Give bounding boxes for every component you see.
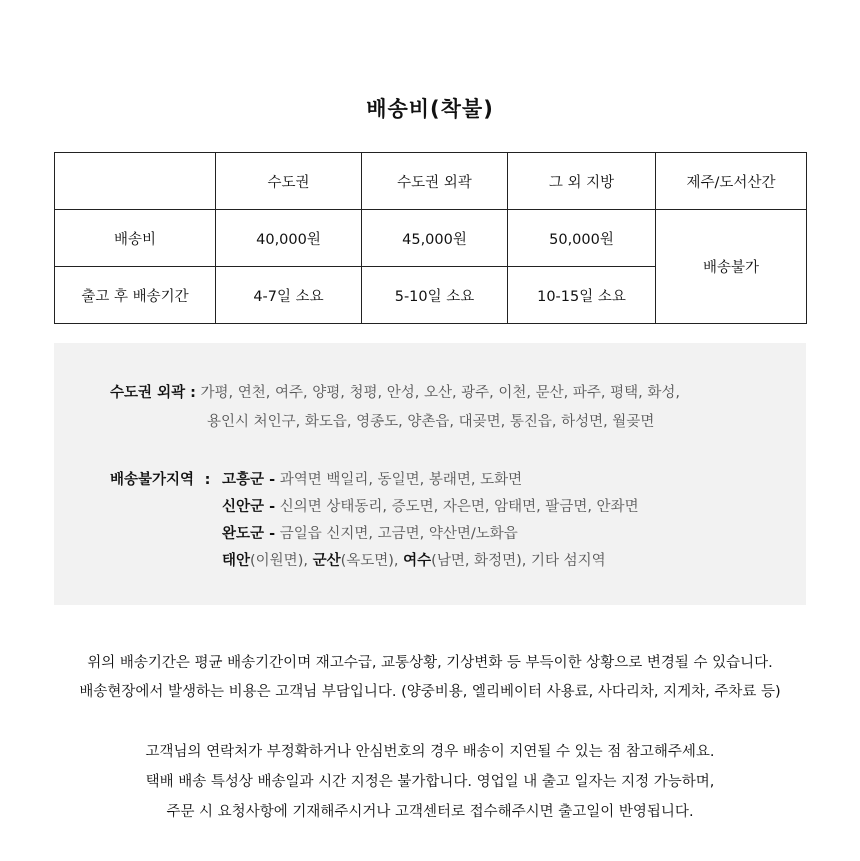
- row-label-period: 출고 후 배송기간: [55, 267, 216, 324]
- header-cell-metro: 수도권: [216, 153, 362, 210]
- goheung-name: 고흥군: [222, 472, 265, 488]
- metro-outer-line-1: [110, 381, 680, 402]
- sinan-name: 신안군: [222, 499, 265, 515]
- fee-metro-outer: 45,000원: [362, 210, 508, 267]
- wando-list: 금일읍 신지면, 고금면, 약산면/노화읍: [275, 526, 518, 542]
- metro-outer-label: 수도권 외곽 :: [110, 385, 196, 401]
- taean-name: 태안: [222, 553, 251, 569]
- goheung-line: [222, 468, 522, 489]
- goheung-dash: -: [264, 472, 276, 488]
- note-line-2: 배송현장에서 발생하는 비용은 고객님 부담입니다. (양중비용, 엘리베이터 사용료, 사다리차, 지게차, 주차료 등): [79, 684, 781, 700]
- table-header-row: [55, 153, 807, 210]
- header-cell-metro-outer: 수도권 외곽: [362, 153, 508, 210]
- restricted-colon: :: [204, 472, 211, 488]
- metro-outer-line-2: [207, 410, 654, 431]
- period-other-regions: 10-15일 소요: [508, 267, 656, 324]
- yeosu-detail: (남면, 화정면), 기타 섬지역: [431, 553, 606, 569]
- yeosu-name: 여수: [403, 553, 432, 569]
- gunsan-name: 군산: [312, 553, 341, 569]
- metro-outer-list-2: 용인시 처인구, 화도읍, 영종도, 양촌읍, 대곶면, 통진읍, 하성면, 월곶면: [207, 414, 655, 430]
- row-label-fee: 배송비: [55, 210, 216, 267]
- note-line-1: 위의 배송기간은 평균 배송기간이며 재고수급, 교통상황, 기상변화 등 부득이한 상황으로 변경될 수 있습니다.: [87, 655, 773, 671]
- period-metro: 4-7일 소요: [216, 267, 362, 324]
- fee-other-regions: 50,000원: [508, 210, 656, 267]
- not-deliverable-cell: 배송불가: [656, 210, 807, 324]
- wando-name: 완도군: [222, 526, 265, 542]
- fee-metro: 40,000원: [216, 210, 362, 267]
- shipping-fee-table: [54, 152, 807, 324]
- gunsan-detail: (옥도면),: [340, 553, 404, 569]
- sinan-line: [222, 495, 639, 516]
- note-line-4: 택배 배송 특성상 배송일과 시간 지정은 불가합니다. 영업일 내 출고 일자는 지정 가능하며,: [145, 774, 715, 790]
- restricted-label: 배송불가지역: [110, 472, 195, 488]
- region-info-box: [54, 343, 806, 605]
- wando-line: [222, 522, 518, 543]
- table-row: [55, 210, 807, 267]
- islands-line: [222, 549, 606, 570]
- sinan-dash: -: [264, 499, 276, 515]
- wando-dash: -: [264, 526, 276, 542]
- sinan-list: 신의면 상태동리, 증도면, 자은면, 암태면, 팔금면, 안좌면: [275, 499, 639, 515]
- metro-outer-list-1: 가평, 연천, 여주, 양평, 청평, 안성, 오산, 광주, 이천, 문산, 파주, 평택, 화성,: [200, 385, 680, 401]
- goheung-list: 과역면 백일리, 동일면, 봉래면, 도화면: [275, 472, 523, 488]
- page-title: 배송비(착불): [366, 97, 494, 121]
- header-cell-other-regions: 그 외 지방: [508, 153, 656, 210]
- note-line-5: 주문 시 요청사항에 기재해주시거나 고객센터로 접수해주시면 출고일이 반영됩니다.: [166, 804, 694, 820]
- period-metro-outer: 5-10일 소요: [362, 267, 508, 324]
- note-line-3: 고객님의 연락처가 부정확하거나 안심번호의 경우 배송이 지연될 수 있는 점 참고해주세요.: [145, 744, 715, 760]
- header-cell-empty: [55, 153, 216, 210]
- restricted-line-goheung: [110, 468, 210, 489]
- header-cell-jeju-islands: 제주/도서산간: [656, 153, 807, 210]
- taean-detail: (이원면),: [250, 553, 313, 569]
